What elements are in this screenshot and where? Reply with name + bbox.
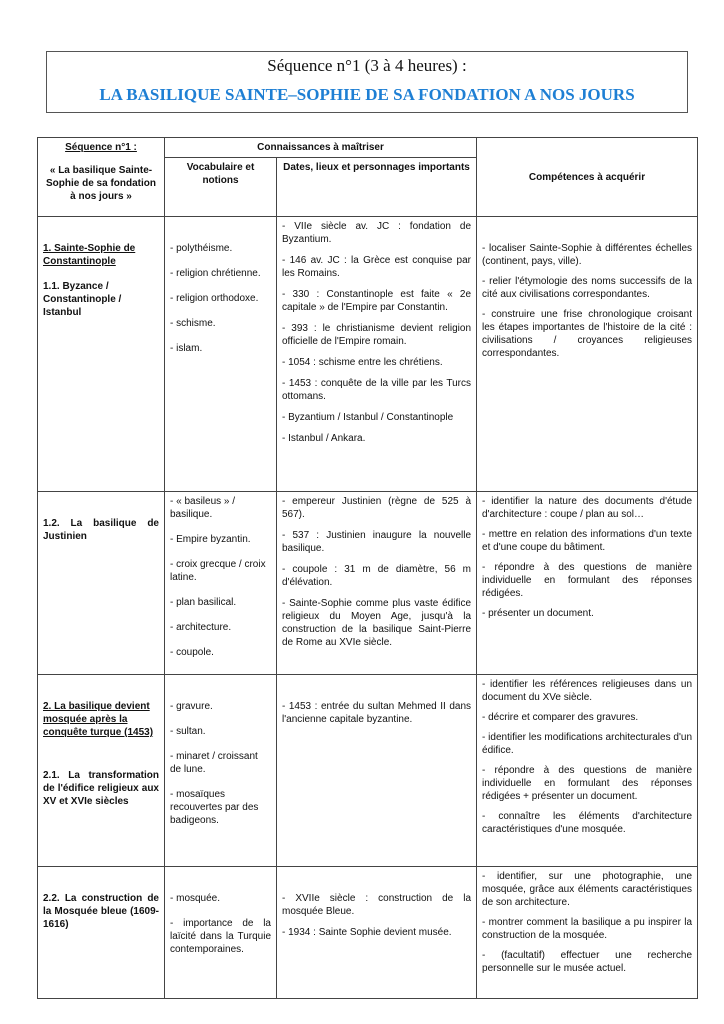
curriculum-table — [37, 137, 698, 999]
title-box — [46, 51, 688, 113]
skills-cell — [477, 217, 698, 492]
list-item: - mettre en relation des informations d'un texte et d'une coupe du bâtiment. — [482, 529, 693, 553]
list-item: - 330 : Constantinople est faite « 2e capitale » de l'Empire par Constantin. — [282, 289, 472, 313]
vocab-cell — [165, 675, 277, 867]
list-item: - localiser Sainte-Sophie à différentes échelles (continent, pays, ville). — [482, 243, 693, 267]
list-item: - relier l'étymologie des noms successifs de la cité aux civilisations correspondantes. — [482, 276, 693, 300]
list-item: - montrer comment la basilique a pu inspirer la construction de la mosquée. — [482, 917, 693, 941]
list-item: - « basileus » / basilique. — [170, 496, 236, 520]
list-item: - répondre à des questions de manière individuelle en formulant des réponses rédigées + présenter un document. — [482, 765, 693, 802]
list-item: - présenter un document. — [482, 608, 594, 619]
list-item: - sultan. — [170, 726, 206, 737]
knowledge-header: Connaissances à maîtriser — [165, 138, 477, 158]
part-cell — [38, 675, 165, 867]
list-item: - 1453 : conquête de la ville par les Turcs ottomans. — [282, 378, 472, 402]
list-item: - mosaïques recouvertes par des badigeons. — [170, 789, 259, 826]
list-item: - répondre à des questions de manière individuelle en formulant des réponses rédigées. — [482, 562, 693, 599]
list-item: - 146 av. JC : la Grèce est conquise par les Romains. — [282, 255, 472, 279]
skills-header: Compétences à acquérir — [477, 138, 698, 217]
list-item: - identifier la nature des documents d'étude d'architecture : coupe / plan au sol… — [482, 496, 693, 520]
list-item: - mosquée. — [170, 893, 221, 904]
list-item: - coupole. — [170, 647, 214, 658]
list-item: - Istanbul / Ankara. — [282, 433, 366, 444]
list-item: - 1453 : entrée du sultan Mehmed II dans l'ancienne capitale byzantine. — [282, 701, 472, 725]
vocab-cell — [165, 867, 277, 999]
list-item: - 537 : Justinien inaugure la nouvelle basilique. — [282, 530, 472, 554]
list-item: - 393 : le christianisme devient religion officielle de l'Empire romain. — [282, 323, 472, 347]
dates-cell — [277, 492, 477, 675]
table-row — [38, 492, 698, 675]
dates-cell — [277, 675, 477, 867]
list-item: - Byzantium / Istanbul / Constantinople — [282, 412, 454, 423]
list-item: - (facultatif) effectuer une recherche personnelle sur le musée actuel. — [482, 950, 693, 974]
list-item: - XVIIe siècle : construction de la mosquée Bleue. — [282, 893, 472, 917]
list-item: - décrire et comparer des gravures. — [482, 712, 639, 723]
list-item: - religion chrétienne. — [170, 268, 261, 279]
list-item: - religion orthodoxe. — [170, 293, 259, 304]
dates-cell — [277, 217, 477, 492]
list-item: - polythéisme. — [170, 243, 233, 254]
sequence-heading: Séquence n°1 (3 à 4 heures) : — [267, 56, 467, 75]
sequence-header-title: Séquence n°1 : — [65, 142, 137, 153]
part-subtitle: 2.1. La transformation de l'édifice religieux aux XV et XVIe siècles — [43, 770, 159, 807]
sequence-header-cell — [38, 138, 165, 217]
table-row — [38, 217, 698, 492]
part-cell — [38, 867, 165, 999]
list-item: - Empire byzantin. — [170, 534, 251, 545]
part-title: 1.2. La basilique de Justinien — [43, 518, 159, 542]
list-item: - importance de la laïcité dans la Turquie contemporaines. — [170, 918, 271, 955]
vocab-header: Vocabulaire et notions — [165, 158, 277, 217]
list-item: - empereur Justinien (règne de 525 à 567). — [282, 496, 472, 520]
list-item: - 1934 : Sainte Sophie devient musée. — [282, 927, 452, 938]
part-subtitle: 1.1. Byzance / Constantinople / Istanbul — [43, 281, 122, 318]
list-item: - coupole : 31 m de diamètre, 56 m d'élévation. — [282, 564, 472, 588]
dates-header: Dates, lieux et personnages importants — [277, 158, 477, 217]
list-item: - minaret / croissant de lune. — [170, 751, 258, 775]
table-row — [38, 675, 698, 867]
sequence-main-title: LA BASILIQUE SAINTE–SOPHIE DE SA FONDATION A NOS JOURS — [99, 85, 635, 104]
list-item: - schisme. — [170, 318, 216, 329]
vocab-cell — [165, 217, 277, 492]
list-item: - croix grecque / croix latine. — [170, 559, 266, 583]
part-title: 2. La basilique devient mosquée après la conquête turque (1453) — [43, 701, 154, 738]
list-item: - architecture. — [170, 622, 232, 633]
list-item: - construire une frise chronologique croisant les étapes importantes de l'histoire de la cité : civilisations / croyances religieuses correspondantes. — [482, 309, 693, 359]
dates-cell — [277, 867, 477, 999]
skills-cell — [477, 867, 698, 999]
list-item: - VIIe siècle av. JC : fondation de Byzantium. — [282, 221, 472, 245]
part-title: 2.2. La construction de la Mosquée bleue (1609-1616) — [43, 893, 159, 930]
list-item: - 1054 : schisme entre les chrétiens. — [282, 357, 443, 368]
table-header-row — [38, 138, 698, 158]
vocab-cell — [165, 492, 277, 675]
list-item: - Sainte-Sophie comme plus vaste édifice religieux du Moyen Age, jusqu'à la construction de la basilique Saint-Pierre de Rome au XVIe siècle. — [282, 598, 472, 648]
list-item: - islam. — [170, 343, 203, 354]
list-item: - identifier, sur une photographie, une mosquée, grâce aux éléments caractéristiques de son architecture. — [482, 871, 693, 908]
list-item: - identifier les modifications architecturales d'un édifice. — [482, 732, 693, 756]
list-item: - connaître les éléments d'architecture caractéristiques d'une mosquée. — [482, 811, 693, 835]
part-title: 1. Sainte-Sophie de Constantinople — [43, 243, 136, 267]
sequence-header-subtitle: « La basilique Sainte-Sophie de sa fondation à nos jours » — [45, 165, 156, 202]
table-row — [38, 867, 698, 999]
list-item: - identifier les références religieuses dans un document du XVe siècle. — [482, 679, 693, 703]
part-cell — [38, 492, 165, 675]
skills-cell — [477, 492, 698, 675]
list-item: - plan basilical. — [170, 597, 237, 608]
list-item: - gravure. — [170, 701, 213, 712]
part-cell — [38, 217, 165, 492]
skills-cell — [477, 675, 698, 867]
